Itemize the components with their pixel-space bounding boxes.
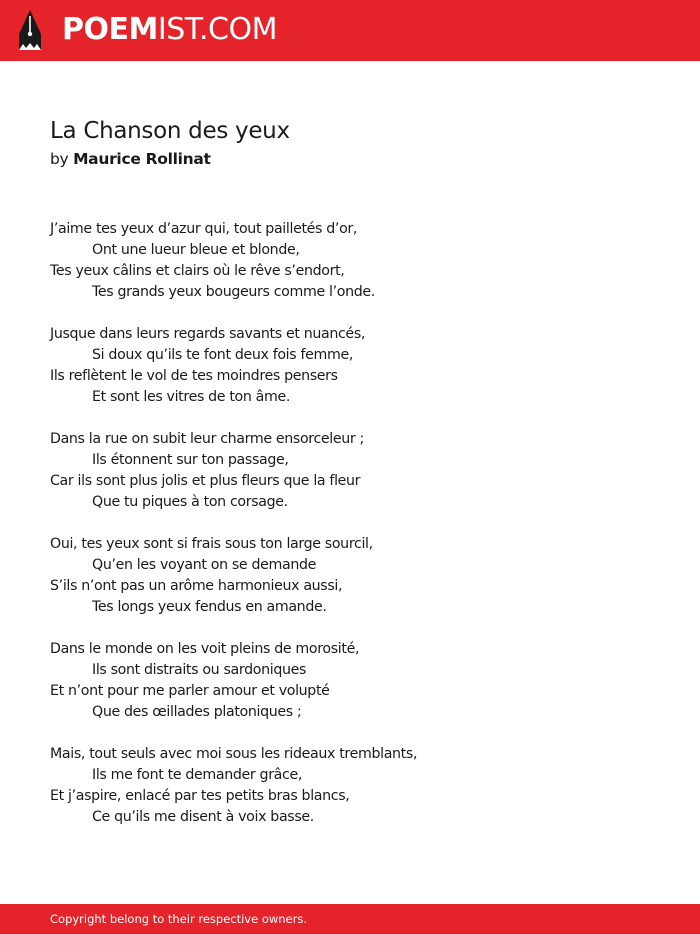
poem-line: Et n’ont pour me parler amour et volupté [50,683,330,699]
poem-line: Dans la rue on subit leur charme ensorceleur ; [50,431,364,447]
poem-line: Si doux qu’ils te font deux fois femme, [92,347,353,363]
byline [50,149,211,169]
poem-line: Ce qu’ils me disent à voix basse. [92,809,314,825]
site-logo[interactable] [62,12,277,48]
stanza [50,324,670,408]
copyright-text: Copyright belong to their respective owners. [50,912,308,926]
stanza [50,744,670,828]
poem-line: Qu’en les voyant on se demande [92,557,316,573]
author-name[interactable]: Maurice Rollinat [73,150,211,168]
poem-line: Oui, tes yeux sont si frais sous ton large sourcil, [50,536,373,552]
stanza [50,429,670,513]
poem-line: Et sont les vitres de ton âme. [92,389,291,405]
poem-line: Mais, tout seuls avec moi sous les rideaux tremblants, [50,746,418,762]
poem-line: Ils sont distraits ou sardoniques [92,662,307,678]
poem-line: Ils me font te demander grâce, [92,767,303,783]
stanza [50,534,670,618]
site-header [0,0,700,61]
poem-line: Tes longs yeux fendus en amande. [92,599,327,615]
poem-line: Tes grands yeux bougeurs comme l’onde. [92,284,375,300]
poem-line: Ont une lueur bleue et blonde, [92,242,300,258]
poem-body [50,219,670,849]
site-footer [0,904,700,934]
poem-line: Tes yeux câlins et clairs où le rêve s’endort, [50,263,345,279]
poem-line: Ils reflètent le vol de tes moindres pensers [50,368,338,384]
pen-nib-icon[interactable] [17,10,43,51]
stanza [50,639,670,723]
poem-line: Car ils sont plus jolis et plus fleurs que la fleur [50,473,361,489]
poem-line: S’ils n’ont pas un arôme harmonieux aussi, [50,578,343,594]
poem-line: Et j’aspire, enlacé par tes petits bras blancs, [50,788,350,804]
poem-line: J’aime tes yeux d’azur qui, tout pailletés d’or, [50,221,358,237]
poem-line: Que tu piques à ton corsage. [92,494,288,510]
brand-bold: POEM [62,12,158,47]
poem-line: Dans le monde on les voit pleins de morosité, [50,641,360,657]
stanza [50,219,670,303]
by-label: by [50,150,69,168]
poem-line: Jusque dans leurs regards savants et nuancés, [50,326,366,342]
poem-title: La Chanson des yeux [50,118,290,144]
poem-line: Ils étonnent sur ton passage, [92,452,289,468]
brand-light: IST.COM [157,12,277,47]
poem-line: Que des œillades platoniques ; [92,704,302,720]
